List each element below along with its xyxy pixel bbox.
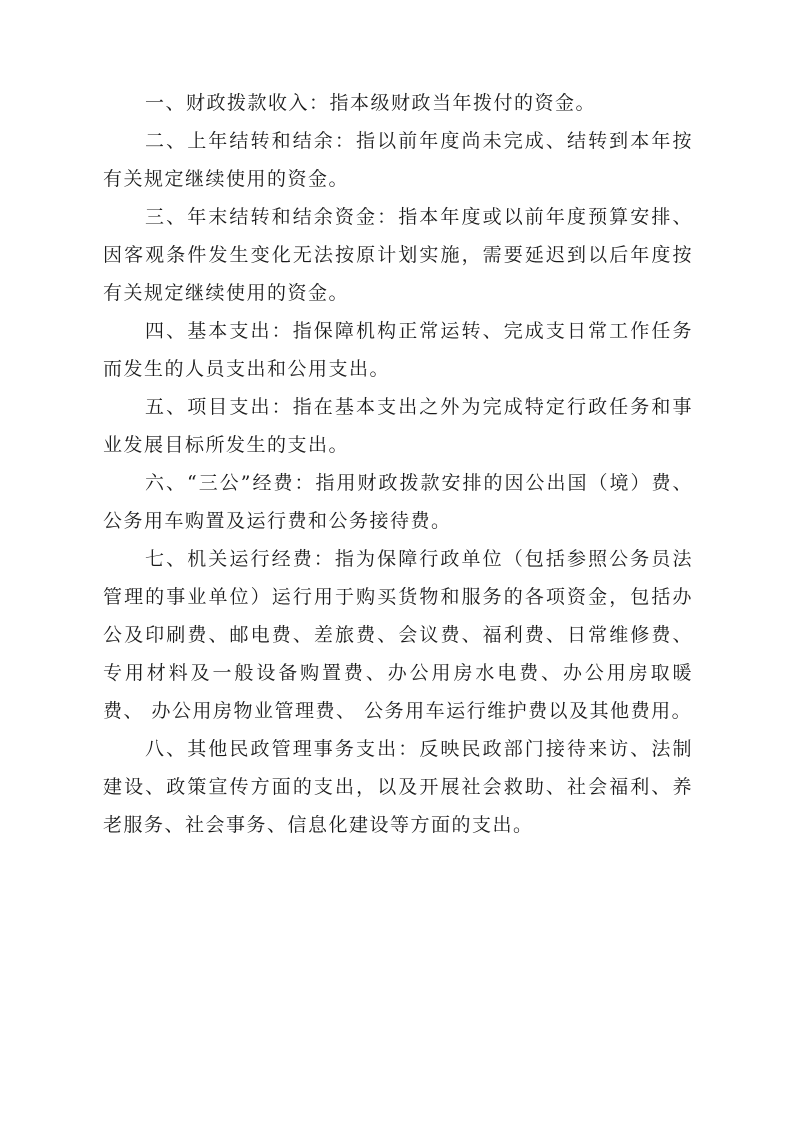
definition-financial-appropriation-income: 一、财政拨款收入：指本级财政当年拨付的资金。: [145, 92, 597, 114]
definition-agency-operating-expenses: 七、机关运行经费：指为保障行政单位（包括参照公务员法管理的事业单位）运行用于购买货物和服务的各项资金，包括办公及印刷费、邮电费、差旅费、会议费、福利费、日常维修费、专用材料及一般设备购置费、办公用房水电费、办公用房取暖费、 办公用房物业管理费、 公务用车运行维护费以及其他费用。: [103, 548, 693, 722]
document-body: [103, 84, 693, 844]
definition-three-public-expenses: 六、“三公”经费：指用财政拨款安排的因公出国（境）费、公务用车购置及运行费和公务接待费。: [103, 472, 693, 532]
definition-project-expenditure: 五、项目支出：指在基本支出之外为完成特定行政任务和事业发展目标所发生的支出。: [103, 396, 693, 456]
definition-prior-year-carryover: 二、上年结转和结余：指以前年度尚未完成、结转到本年按有关规定继续使用的资金。: [103, 130, 693, 190]
definition-other-civil-affairs-expenditure: 八、其他民政管理事务支出：反映民政部门接待来访、法制建设、政策宣传方面的支出，以及开展社会救助、社会福利、养老服务、社会事务、信息化建设等方面的支出。: [103, 738, 693, 836]
definition-basic-expenditure: 四、基本支出：指保障机构正常运转、完成支日常工作任务而发生的人员支出和公用支出。: [103, 320, 693, 380]
definition-year-end-carryover: 三、年末结转和结余资金：指本年度或以前年度预算安排、因客观条件发生变化无法按原计划实施，需要延迟到以后年度按有关规定继续使用的资金。: [103, 206, 693, 304]
